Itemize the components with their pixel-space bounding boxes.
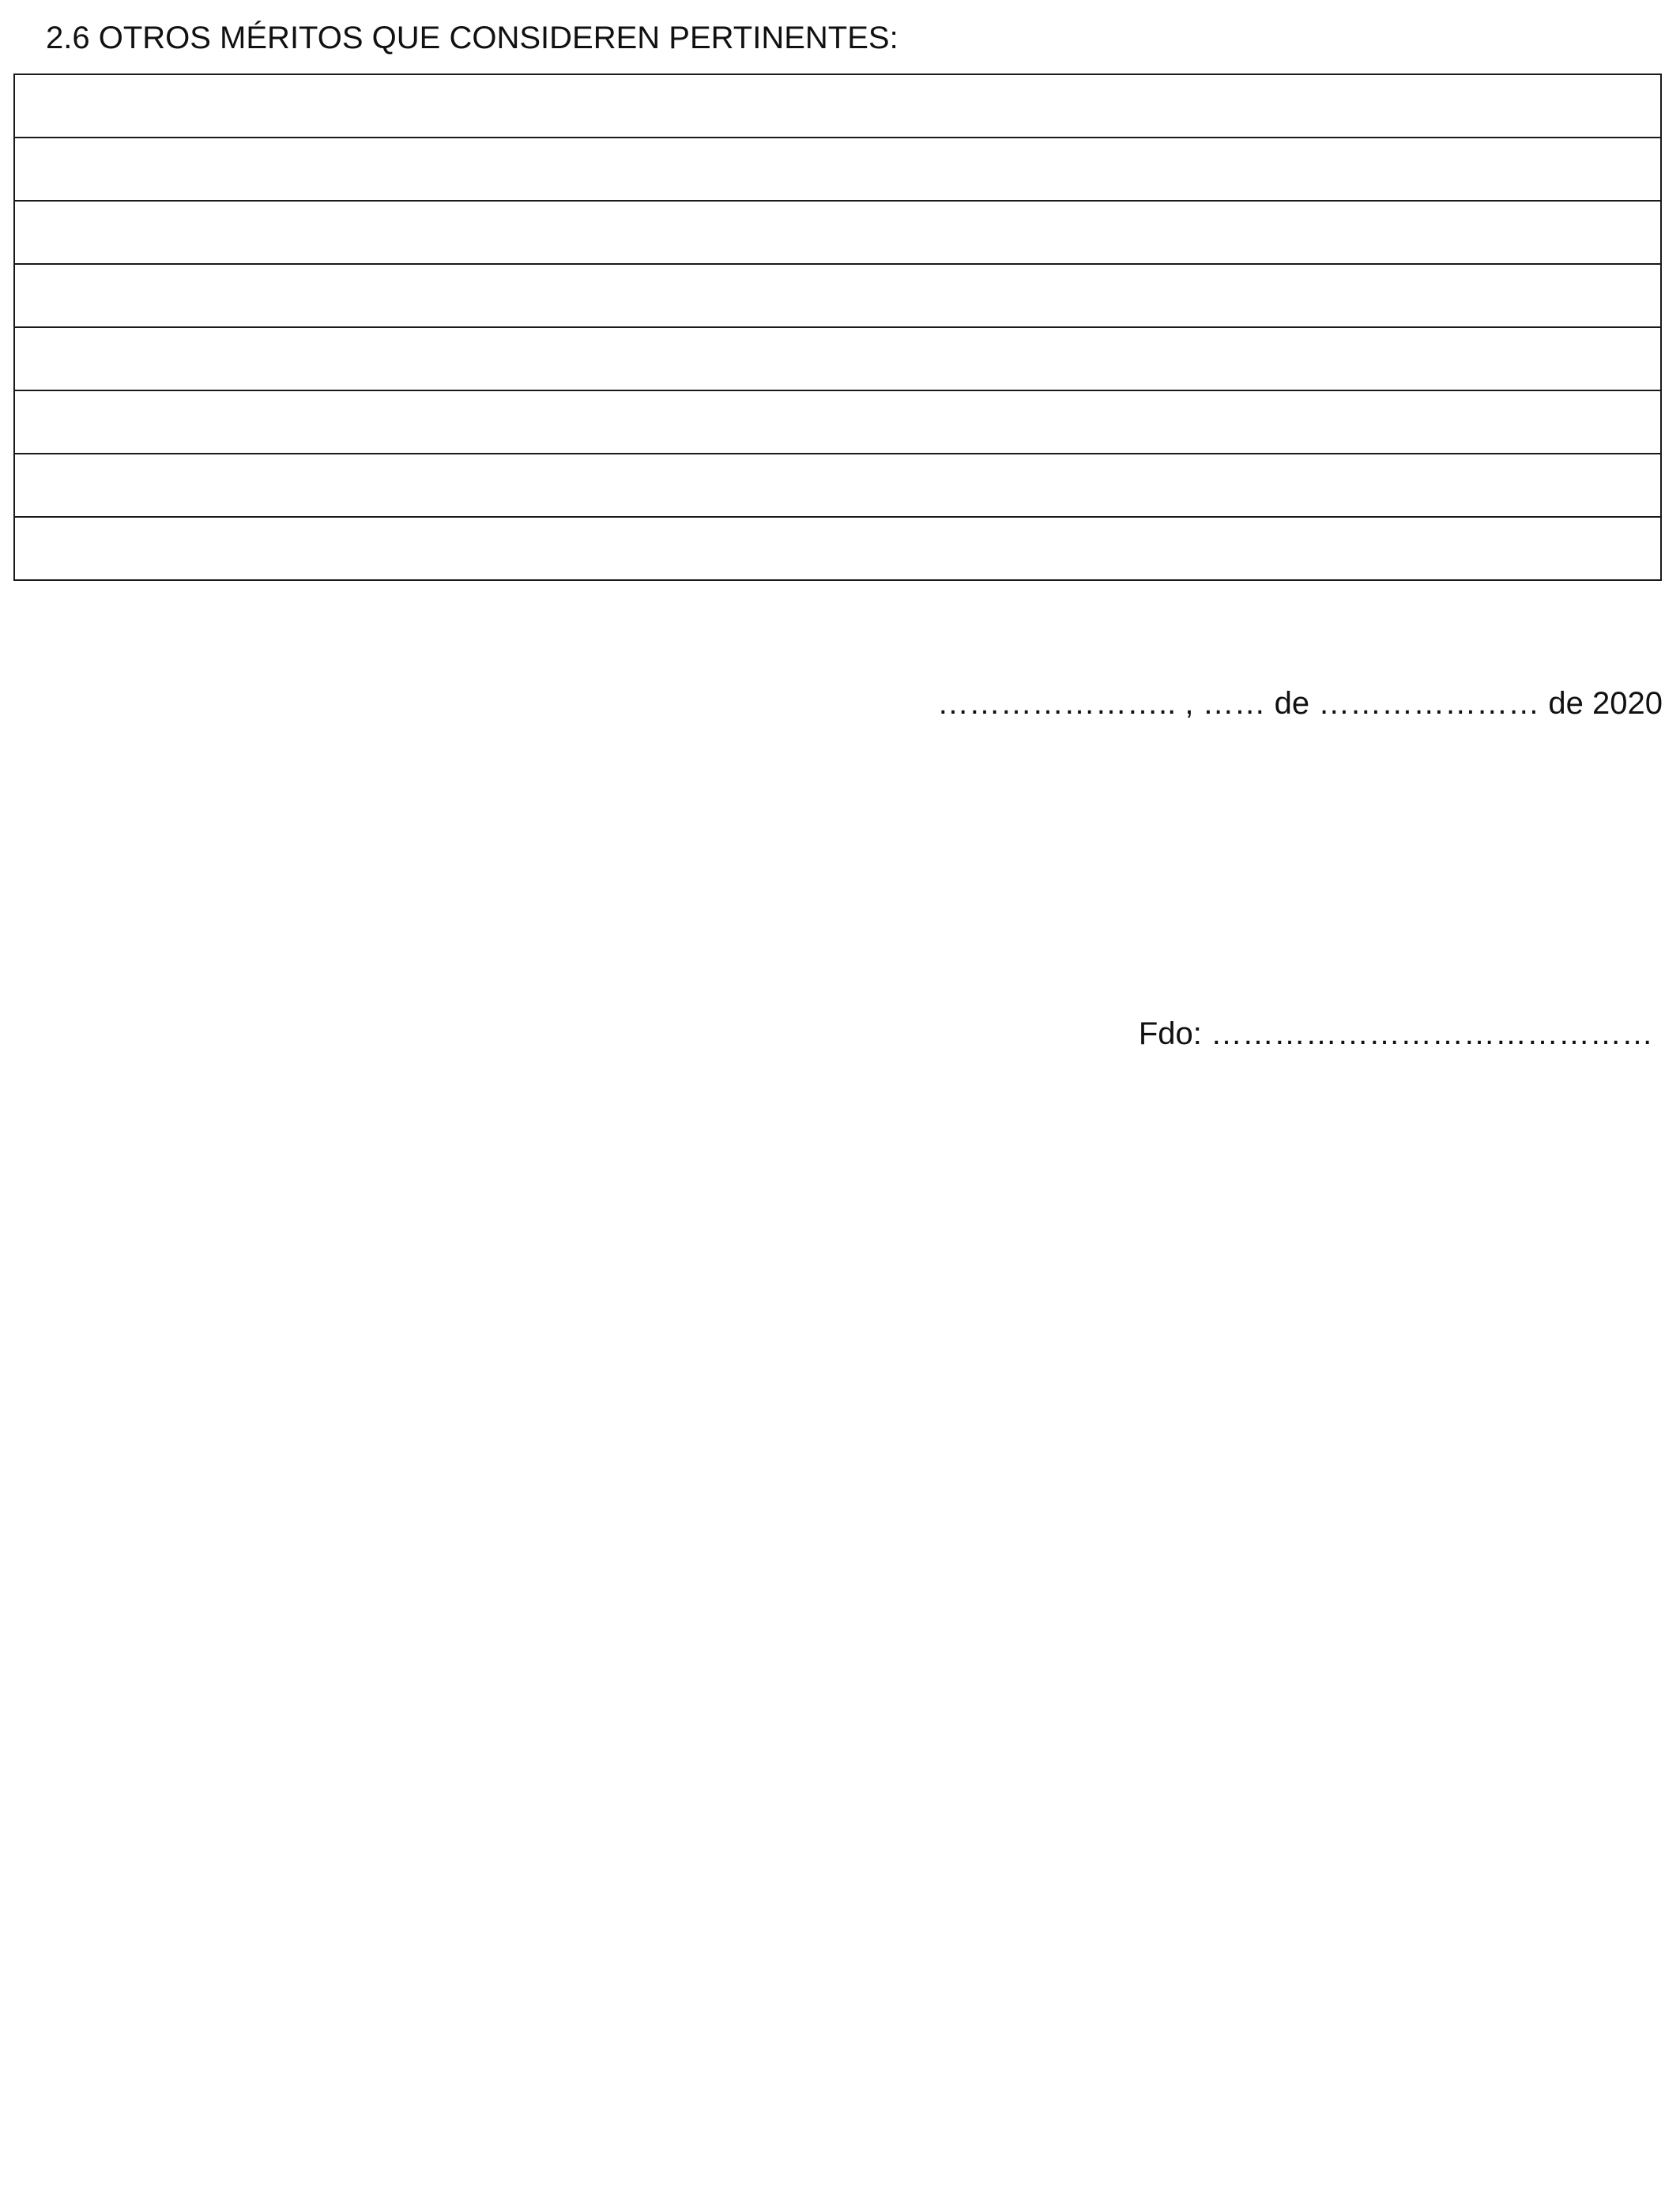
merit-entry-cell[interactable] [14,327,1661,390]
merits-table [13,74,1662,581]
table-row [14,517,1661,580]
merit-entry-cell[interactable] [14,138,1661,201]
section-title: 2.6 OTROS MÉRITOS QUE CONSIDEREN PERTINENTES: [46,21,898,55]
table-row [14,390,1661,454]
merit-entry-cell[interactable] [14,517,1661,580]
place-date-line: ………………….. , …… de ………………… de 2020 [937,686,1663,721]
table-row [14,327,1661,390]
table-row [14,138,1661,201]
table-row [14,454,1661,517]
merit-entry-cell[interactable] [14,390,1661,454]
table-row [14,201,1661,264]
merit-entry-cell[interactable] [14,74,1661,138]
merit-entry-cell[interactable] [14,454,1661,517]
merit-entry-cell[interactable] [14,201,1661,264]
table-row [14,264,1661,327]
merit-entry-cell[interactable] [14,264,1661,327]
table-row [14,74,1661,138]
signature-line: Fdo: …………………………………… [1138,1016,1653,1051]
